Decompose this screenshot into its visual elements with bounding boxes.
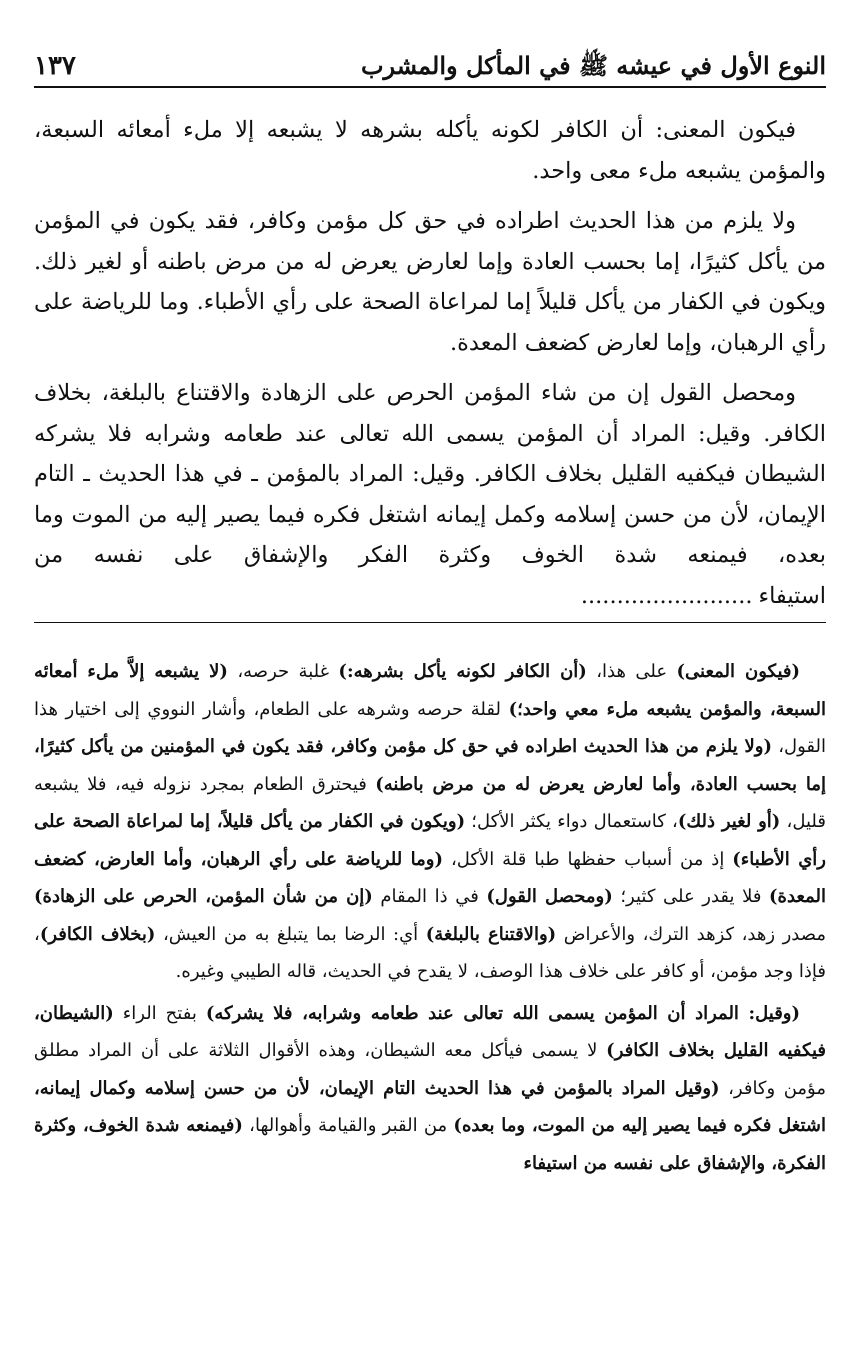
commentary-text-segment: ، كاستعمال دواء يكثر الأكل؛: [465, 811, 678, 832]
commentary-text-segment: ، فإذا وجد مؤمن، أو كافر على خلاف هذا الوصف، لا يقدح في الحديث، قاله الطيبي وغيره.: [34, 923, 826, 982]
quoted-text: (ومحصل القول): [486, 886, 613, 907]
quoted-text: (إن من شأن المؤمن، الحرص على الزهادة): [34, 886, 373, 907]
commentary-text-segment: غلبة حرصه،: [227, 661, 339, 682]
quoted-text: (والاقتناع بالبلغة): [425, 923, 557, 945]
commentary-text: [34, 653, 826, 1182]
book-page: [34, 46, 826, 1186]
quoted-text: (فيمنعه شدة الخوف، وكثرة الفكرة، والإشفاق على نفسه من استيفاء: [34, 1115, 826, 1174]
commentary-paragraph-1: [34, 653, 826, 991]
commentary-text-segment: مصدر زهد، كزهد الترك، والأعراض: [556, 923, 826, 945]
commentary-text-segment: على هذا،: [586, 661, 677, 682]
commentary-text-segment: إذ من أسباب حفظها طبا قلة الأكل،: [443, 848, 733, 870]
quoted-text: (أن الكافر لكونه يأكل بشرهه:): [338, 661, 587, 682]
quoted-text: (فيكون المعنى): [676, 661, 800, 682]
commentary-text-segment: في ذا المقام: [372, 886, 487, 907]
quoted-text: (وما للرياضة على رأي الرهبان، وأما العارض، كضعف المعدة): [34, 848, 827, 907]
continuation-dots: ........................: [580, 582, 753, 609]
quoted-text: (ويكون في الكفار من يأكل قليلاً، إما لمراعاة الصحة على رأي الأطباء): [34, 811, 826, 870]
commentary-text-segment: من القبر والقيامة وأهوالها،: [242, 1115, 454, 1136]
commentary-text-segment: لقلة حرصه وشرهه على الطعام، وأشار النووي إلى اختيار هذا القول،: [34, 698, 827, 757]
main-paragraph-3: [34, 373, 826, 616]
commentary-paragraph-2: [34, 995, 826, 1183]
quoted-text: (وقيل: المراد أن المؤمن يسمى الله تعالى عند طعامه وشرابه، فلا يشركه): [205, 1002, 801, 1024]
running-header: [34, 46, 826, 88]
quoted-text: (بخلاف الكافر): [39, 923, 156, 945]
commentary-text-segment: فيحترق الطعام بمجرد نزوله فيه، فلا يشبعه قليل،: [34, 773, 826, 832]
commentary-text-segment: بفتح الراء: [113, 1002, 206, 1024]
main-paragraph-3-text: ومحصل القول إن من شاء المؤمن الحرص على الزهادة والاقتناع بالبلغة، بخلاف الكافر. وقيل: المراد أن المؤمن يسمى الله تعالى عند طعامه وشرابه فلا يشركه الشيطان فيكفيه القليل بخلاف الكافر. وقيل: المراد بالمؤمن ـ في هذا الحديث ـ التام الإيمان، لأن من حسن إسلامه وكمل إيمانه اشتغل فكره فيما يصير إليه من الموت وما بعده، فيمنعه شدة الخوف وكثرة الفكر والإشفاق على نفسه من استيفاء: [34, 380, 826, 609]
quoted-text: (الشيطان، فيكفيه القليل بخلاف الكافر): [34, 1002, 826, 1061]
footnote-separator: [34, 622, 826, 623]
page-number: ١٣٧: [34, 51, 76, 81]
quoted-text: (وقيل المراد بالمؤمن في هذا الحديث التام الإيمان، لأن من حسن إسلامه وكمال إيمانه، اشتغل فكره فيما يصير إليه من الموت، وما بعده): [34, 1077, 826, 1136]
main-paragraph-1: فيكون المعنى: أن الكافر لكونه يأكله بشرهه لا يشبعه إلا ملء أمعائه السبعة، والمؤمن يشبعه ملء معى واحد.: [34, 117, 826, 184]
quoted-text: (لا يشبعه إلاَّ ملء أمعائه السبعة، والمؤمن يشبعه ملء معي واحد؛): [34, 661, 826, 720]
commentary-text-segment: لا يسمى فيأكل معه الشيطان، وهذه الأقوال الثلاثة على أن المراد مطلق مؤمن وكافر،: [34, 1040, 826, 1099]
commentary-text-segment: أي: الرضا بما يتبلغ به من العيش،: [155, 923, 426, 945]
main-text: [34, 110, 826, 616]
commentary-text-segment: فلا يقدر على كثير؛: [612, 886, 770, 907]
quoted-text: (ولا يلزم من هذا الحديث اطراده في حق كل مؤمن وكافر، فقد يكون في المؤمنين من يأكل كثيرًا، إما بحسب العادة، وأما لعارض يعرض له من مرض باطنه): [34, 736, 827, 795]
quoted-text: (أو لغير ذلك): [677, 811, 781, 832]
main-paragraph-2: ولا يلزم من هذا الحديث اطراده في حق كل مؤمن وكافر، فقد يكون في المؤمن من يأكل كثيرًا، إما بحسب العادة وإما لعارض يعرض له من مرض باطنه أو لغير ذلك. ويكون في الكفار من يأكل قليلاً إما لمراعاة الصحة على رأي الأطباء. وما للرياضة على رأي الرهبان، وإما لعارض كضعف المعدة.: [34, 208, 826, 356]
running-title: النوع الأول في عيشه ﷺ في المأكل والمشرب: [360, 51, 826, 80]
